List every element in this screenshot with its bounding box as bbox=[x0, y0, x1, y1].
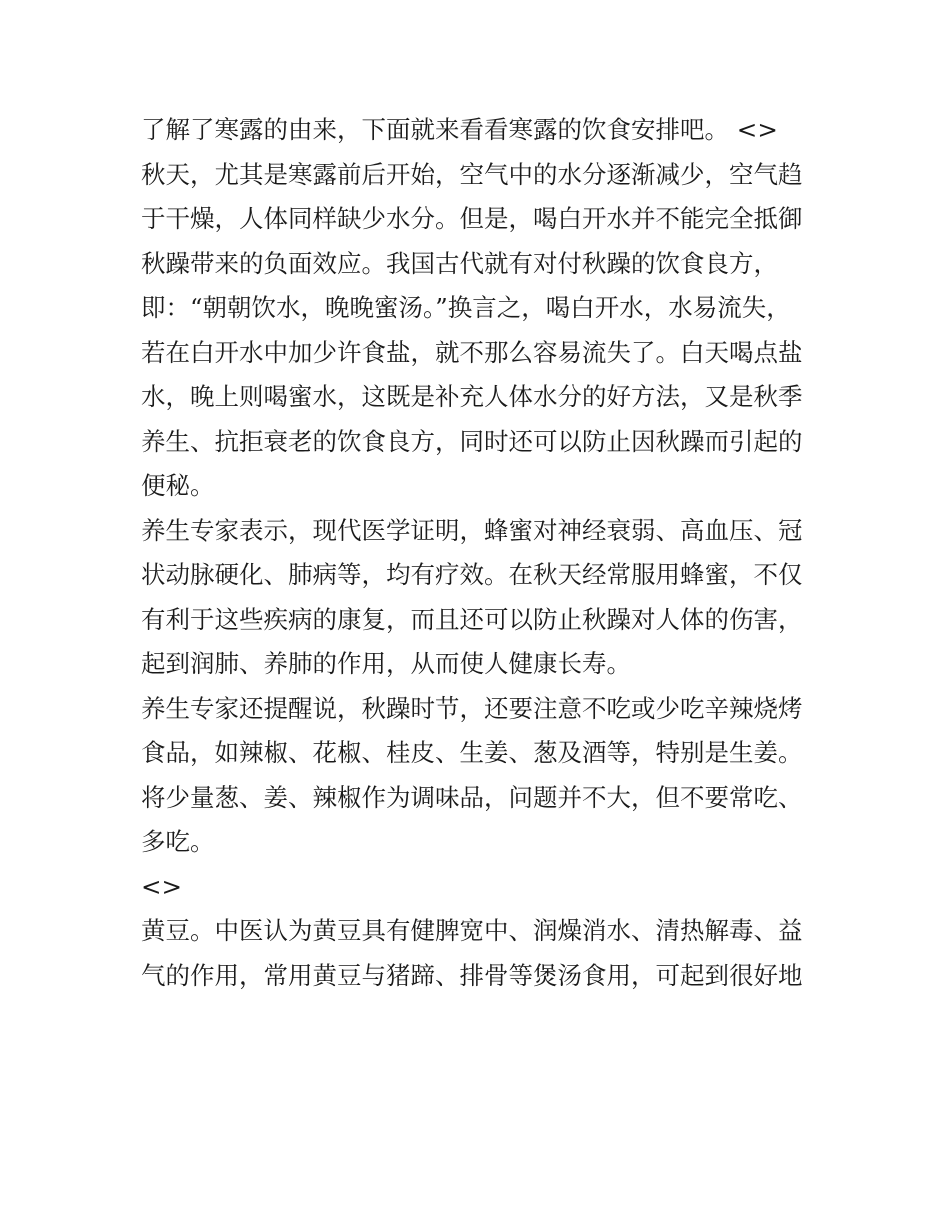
text-line: 于干燥，人体同样缺少水分。但是，喝白开水并不能完全抵御 bbox=[141, 204, 803, 233]
text-line: 将少量葱、姜、辣椒作为调味品，问题并不大，但不要常吃、 bbox=[141, 782, 803, 812]
text-line: 即：“朝朝饮水，晚晚蜜汤。”换言之，喝白开水，水易流失， bbox=[141, 293, 791, 322]
paragraph-marker bbox=[141, 865, 821, 910]
text-line: 水，晚上则喝蜜水，这既是补充人体水分的好方法，又是秋季 bbox=[141, 382, 803, 411]
text-line: 秋天，尤其是寒露前后开始，空气中的水分逐渐减少，空气趋 bbox=[141, 159, 803, 189]
text-line: 有利于这些疾病的康复，而且还可以防止秋躁对人体的伤害， bbox=[141, 604, 803, 634]
text-line: 养生、抗拒衰老的饮食良方，同时还可以防止因秋躁而引起的 bbox=[141, 426, 803, 456]
text-line: 养生专家还提醒说，秋躁时节，还要注意不吃或少吃辛辣烧烤 bbox=[141, 693, 803, 723]
text-line: <> bbox=[141, 871, 183, 901]
text-line: 食品，如辣椒、花椒、桂皮、生姜、葱及酒等，特别是生姜。 bbox=[141, 738, 803, 767]
paragraph-autumn-dryness bbox=[141, 153, 821, 509]
text-line: 了解了寒露的由来，下面就来看看寒露的饮食安排吧。 <> bbox=[141, 115, 778, 144]
text-line: 多吃。 bbox=[141, 827, 215, 856]
paragraph-honey bbox=[141, 509, 821, 687]
paragraph-intro bbox=[141, 108, 821, 153]
text-line: 状动脉硬化、肺病等，均有疗效。在秋天经常服用蜂蜜，不仅 bbox=[141, 560, 803, 589]
text-line: 黄豆。中医认为黄豆具有健脾宽中、润燥消水、清热解毒、益 bbox=[141, 916, 803, 945]
text-line: 秋躁带来的负面效应。我国古代就有对付秋躁的饮食良方， bbox=[141, 248, 778, 278]
text-line: 起到润肺、养肺的作用，从而使人健康长寿。 bbox=[141, 649, 631, 678]
document-body bbox=[141, 108, 821, 998]
paragraph-spicy-food bbox=[141, 687, 821, 865]
text-line: 若在白开水中加少许食盐，就不那么容易流失了。白天喝点盐 bbox=[141, 337, 803, 367]
text-line: 气的作用，常用黄豆与猪蹄、排骨等煲汤食用，可起到很好地 bbox=[141, 960, 803, 990]
text-line: 养生专家表示，现代医学证明，蜂蜜对神经衰弱、高血压、冠 bbox=[141, 515, 803, 545]
paragraph-soybean bbox=[141, 909, 821, 998]
text-line: 便秘。 bbox=[141, 471, 215, 500]
